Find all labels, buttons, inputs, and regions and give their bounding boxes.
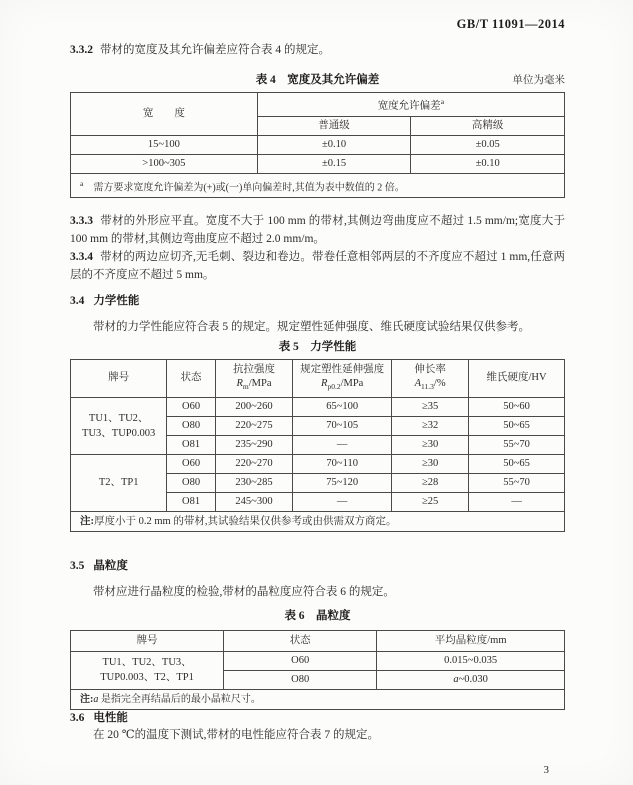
table-5-header-elongation-line1: 伸长率 <box>414 363 446 375</box>
table-4-width-tolerance <box>70 92 565 198</box>
table-5-note-text: 厚度小于 0.2 mm 的带材,其试验结果仅供参考或由供需双方商定。 <box>94 515 397 527</box>
table-5-header-tensile-line1: 抗拉强度 <box>233 363 275 375</box>
grain-size-cell <box>377 670 565 689</box>
grade-line: TU1、TU2、 <box>88 412 149 424</box>
table-4-header-tolerance-text: 宽度允许偏差 <box>377 100 441 112</box>
table-5-note <box>71 511 565 531</box>
section-3-3-3-text: 带材的外形应平直。宽度不大于 100 mm 的带材,其侧边弯曲度应不超过 1.5 mm/m;宽度大于 100 mm 的带材,其侧边弯曲度应不超过 2.0 mm/m。 <box>70 214 565 245</box>
table-4-caption-row <box>70 72 565 88</box>
grade-line: T2、TP1 <box>98 477 139 489</box>
table-5-header-temper: 状态 <box>167 359 215 397</box>
hardness-cell: — <box>469 492 565 511</box>
tensile-cell: 245~300 <box>215 492 293 511</box>
table-4-normal-value: ±0.10 <box>257 135 411 154</box>
table-5-header-grade: 牌号 <box>71 359 167 397</box>
temper-cell: O60 <box>167 397 215 416</box>
elongation-unit: /% <box>433 377 446 389</box>
proof-subscript: p0.2 <box>327 381 341 391</box>
section-3-3-2-number: 3.3.2 <box>70 44 93 56</box>
hardness-cell: 55~70 <box>469 435 565 454</box>
hardness-cell: 50~65 <box>469 416 565 435</box>
table-5-caption: 表 5 力学性能 <box>278 340 357 353</box>
proof-unit: /MPa <box>340 377 364 389</box>
grain-size-cell: 0.015~0.035 <box>377 651 565 670</box>
hardness-cell: 55~70 <box>469 473 565 492</box>
temper-cell: O80 <box>167 416 215 435</box>
table-4-width-range: 15~100 <box>71 135 258 154</box>
table-5-note-label: 注: <box>80 515 94 527</box>
section-3-6-text: 在 20 ℃的温度下测试,带材的电性能应符合表 7 的规定。 <box>93 728 379 741</box>
proof-cell: 75~120 <box>293 473 392 492</box>
section-3-3-4 <box>70 248 565 284</box>
elongation-symbol: A <box>414 377 422 389</box>
temper-cell: O81 <box>167 492 215 511</box>
section-3-3-4-text: 带材的两边应切齐,无毛刺、裂边和卷边。带卷任意相邻两层的不齐度应不超过 1 mm,任意两层的不齐度应不超过 5 mm。 <box>70 250 565 281</box>
table-6-note-symbol: a <box>93 693 99 705</box>
table-row <box>71 154 565 173</box>
tensile-cell: 220~275 <box>215 416 293 435</box>
proof-cell: 70~105 <box>293 416 392 435</box>
temper-cell: O60 <box>224 651 377 670</box>
section-3-3-3-number: 3.3.3 <box>70 214 93 227</box>
table-5-header-proof <box>293 359 392 397</box>
temper-cell: O80 <box>224 670 377 689</box>
table-6-caption-row <box>70 608 565 624</box>
section-3-4-title: 力学性能 <box>93 294 140 307</box>
table-5-header-elongation-line2 <box>395 377 465 394</box>
elongation-cell: ≥35 <box>392 397 469 416</box>
table-4-high-value: ±0.05 <box>411 135 565 154</box>
temper-cell: O60 <box>167 454 215 473</box>
section-3-4-text: 带材的力学性能应符合表 5 的规定。规定塑性延伸强度、维氏硬度试验结果仅供参考。 <box>93 320 530 333</box>
proof-cell: — <box>293 492 392 511</box>
table-4-header-high-grade: 高精级 <box>411 116 565 135</box>
table-5-header-proof-line1: 规定塑性延伸强度 <box>300 363 385 375</box>
table-6-header-temper: 状态 <box>224 630 377 651</box>
page-number: 3 <box>543 764 549 776</box>
temper-cell: O80 <box>167 473 215 492</box>
grade-line: TU3、TUP0.003 <box>82 427 156 439</box>
section-3-6-title: 电性能 <box>93 711 128 724</box>
table-row <box>71 454 565 473</box>
section-3-3-2 <box>70 41 565 59</box>
table-5-header-hardness: 维氏硬度/HV <box>469 359 565 397</box>
table-4-caption: 表 4 宽度及其允许偏差 <box>255 74 380 86</box>
tensile-cell: 220~270 <box>215 454 293 473</box>
table-4-width-range: >100~305 <box>71 154 258 173</box>
table-6-header-grain: 平均晶粒度/mm <box>377 630 565 651</box>
table-4-header-tolerance <box>257 93 564 117</box>
table-4-footnote-text: 需方要求宽度允许偏差为(+)或(一)单向偏差时,其值为表中数值的 2 倍。 <box>83 181 405 193</box>
section-3-5-title: 晶粒度 <box>93 559 128 572</box>
grain-size-symbol: a <box>453 673 459 685</box>
section-3-4-heading <box>70 293 565 309</box>
table-row <box>71 651 565 670</box>
hardness-cell: 50~65 <box>469 454 565 473</box>
table-6-note-text: 是指完全再结晶后的最小晶粒尺寸。 <box>98 693 261 705</box>
standard-number: GB/T 11091—2014 <box>456 17 565 31</box>
section-3-5-text: 带材应进行晶粒度的检验,带材的晶粒度应符合表 6 的规定。 <box>93 585 395 598</box>
table-4-footnote-sup: a <box>80 178 84 188</box>
elongation-cell: ≥25 <box>392 492 469 511</box>
tensile-symbol: R <box>236 377 243 389</box>
table-4-normal-value: ±0.15 <box>257 154 411 173</box>
table-5-header-tensile-line2 <box>219 377 290 394</box>
table-6-caption: 表 6 晶粒度 <box>284 609 351 622</box>
table-5-header-elongation <box>392 359 469 397</box>
elongation-subscript: 11.3 <box>421 381 434 391</box>
table-4-header-width: 宽 度 <box>71 93 258 136</box>
elongation-cell: ≥30 <box>392 435 469 454</box>
table-6-note <box>71 689 565 709</box>
elongation-cell: ≥28 <box>392 473 469 492</box>
table-5-mechanical-properties <box>70 359 565 532</box>
table-row <box>71 397 565 416</box>
grain-size-rest: ~0.030 <box>458 673 488 685</box>
section-3-5-heading <box>70 558 565 574</box>
section-3-3-3 <box>70 212 565 248</box>
table-6-header-grade: 牌号 <box>71 630 224 651</box>
tensile-cell: 200~260 <box>215 397 293 416</box>
proof-cell: 70~110 <box>293 454 392 473</box>
proof-symbol: R <box>321 377 328 389</box>
table-5-header-proof-line2 <box>296 377 388 394</box>
tensile-cell: 235~290 <box>215 435 293 454</box>
table-4-header-tolerance-sup: a <box>440 97 445 106</box>
section-3-3-2-text: 带材的宽度及其允许偏差应符合表 4 的规定。 <box>100 44 330 56</box>
section-3-4-number: 3.4 <box>70 294 85 307</box>
table-6-grain-size <box>70 630 565 710</box>
temper-cell: O81 <box>167 435 215 454</box>
hardness-cell: 50~60 <box>469 397 565 416</box>
table-5-grade-group-2 <box>71 454 167 511</box>
table-6-note-label: 注: <box>80 693 94 705</box>
section-3-5-number: 3.5 <box>70 559 85 572</box>
tensile-subscript: m <box>242 381 249 391</box>
section-3-3-4-number: 3.3.4 <box>70 250 93 263</box>
elongation-cell: ≥32 <box>392 416 469 435</box>
table-6-grade-group <box>71 651 224 689</box>
table-5-grade-group-1 <box>71 397 167 454</box>
tensile-cell: 230~285 <box>215 473 293 492</box>
proof-cell: — <box>293 435 392 454</box>
section-3-6-heading <box>70 710 565 726</box>
table-4-unit-label: 单位为毫米 <box>512 75 565 86</box>
section-3-6-number: 3.6 <box>70 711 85 724</box>
table-5-caption-row <box>70 339 565 355</box>
grade-line: TU1、TU2、TU3、 <box>102 657 192 669</box>
table-4-header-normal-grade: 普通级 <box>257 116 411 135</box>
elongation-cell: ≥30 <box>392 454 469 473</box>
grade-line: TUP0.003、T2、TP1 <box>100 672 194 684</box>
table-4-high-value: ±0.10 <box>411 154 565 173</box>
table-row <box>71 135 565 154</box>
table-4-footnote <box>71 173 565 197</box>
table-5-header-tensile <box>215 359 293 397</box>
proof-cell: 65~100 <box>293 397 392 416</box>
tensile-unit: /MPa <box>248 377 272 389</box>
